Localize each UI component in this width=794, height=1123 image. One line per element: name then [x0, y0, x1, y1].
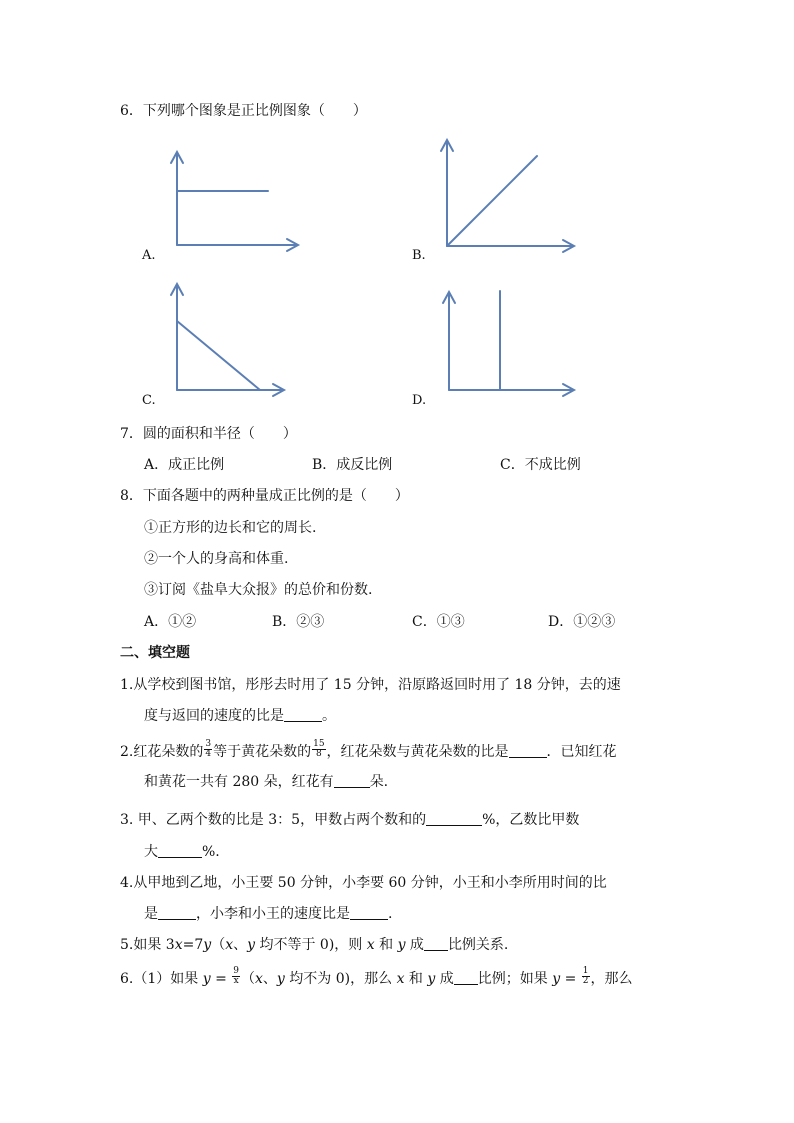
fill-2-text-d: ．已知红花: [546, 744, 617, 760]
fill-6-text: 、: [262, 971, 277, 987]
fill-3-blank-2[interactable]: [158, 843, 202, 858]
fill-6-line: [120, 965, 633, 989]
fraction-numerator: 3: [205, 738, 212, 749]
q8-options: [144, 612, 615, 632]
q8-option-b: B．②③: [272, 614, 325, 630]
fill-6-text-end: ，那么: [590, 971, 633, 987]
q7-options: [144, 455, 581, 475]
fill-5-text: （: [211, 937, 226, 953]
fill-2-text-b: 等于黄花朵数的: [213, 744, 312, 760]
var-x: x: [174, 937, 183, 953]
q7-option-a: A．成正比例: [144, 457, 225, 473]
q8-item-1: ①正方形的边长和它的周长.: [144, 520, 317, 536]
equals-sign: =: [560, 971, 581, 987]
graph-b-label: B.: [412, 248, 426, 263]
q8-item-3: ③订阅《盐阜大众报》的总价和份数.: [144, 582, 373, 598]
fill-6-text: 比例；如果: [477, 971, 553, 987]
var-y: y: [203, 937, 212, 953]
fraction-denominator: 8: [315, 748, 322, 759]
fill-2-line-1: [120, 738, 617, 762]
q7-option-c: C．不成比例: [500, 457, 581, 473]
q6-stem: 6．下列哪个图象是正比例图象（ ）: [120, 103, 367, 119]
fill-2-text-a: 2.红花朵数的: [120, 744, 204, 760]
fill-5-text: 、: [233, 937, 248, 953]
fill-5-text: 和: [374, 937, 398, 953]
fill-4-line-1: 4.从甲地到乙地，小王要 50 分钟，小李要 60 分钟，小王和小李所用时间的比: [120, 875, 607, 891]
var-y: y: [202, 971, 211, 987]
var-y: y: [552, 971, 561, 987]
fraction-1-2: [582, 967, 590, 986]
equals-sign: =: [210, 971, 232, 987]
var-x: x: [366, 937, 375, 953]
graph-d: [432, 285, 580, 400]
fill-4-blank-1[interactable]: [158, 905, 196, 920]
fill-3-text-c: 大: [144, 844, 158, 860]
var-y: y: [276, 971, 285, 987]
graph-d-label: D.: [412, 393, 427, 408]
var-x: x: [396, 971, 405, 987]
fill-2-blank-red[interactable]: [334, 773, 370, 788]
var-x: x: [225, 937, 234, 953]
fill-6-text: 成: [435, 971, 454, 987]
fill-3-line-2: [144, 842, 220, 862]
graph-c: [160, 277, 295, 402]
fill-5-text: =7: [182, 937, 204, 953]
fraction-15-8: [312, 740, 325, 759]
fraction-denominator: 4: [205, 748, 212, 759]
q8-option-c: C．①③: [412, 614, 465, 630]
var-y: y: [397, 937, 406, 953]
fill-6-text: 和: [404, 971, 428, 987]
var-x: x: [255, 971, 263, 987]
fill-5-text: 均不等于 0)，则: [255, 937, 367, 953]
fill-2-line-2: [144, 772, 388, 792]
fill-6-text: 6.（1）如果: [120, 971, 203, 987]
fill-5-line: [120, 935, 508, 955]
fill-5-text-end: 比例关系.: [447, 937, 509, 953]
fill-3-text-b: %，乙数比甲数: [482, 812, 580, 828]
fill-4-line-2: [144, 904, 392, 924]
fill-4-blank-2[interactable]: [350, 905, 388, 920]
graph-c-line: [177, 321, 260, 390]
fill-4-text-b: ，小李和小王的速度比是: [196, 906, 350, 922]
fill-3-line-1: [120, 810, 579, 830]
q8-option-a: A．①②: [144, 614, 197, 630]
fraction-numerator: 15: [313, 738, 325, 749]
var-y: y: [247, 937, 256, 953]
q8-stem: 8．下面各题中的两种量成正比例的是（ ）: [120, 488, 409, 504]
graph-a-label: A.: [142, 248, 156, 263]
q7-option-b: B．成反比例: [312, 457, 393, 473]
q8-item-2: ②一个人的身高和体重.: [144, 551, 289, 567]
fill-3-blank-1[interactable]: [426, 811, 482, 826]
fraction-numerator: 9: [233, 965, 240, 976]
section-title: 二、填空题: [120, 645, 190, 661]
fraction-9-x: [232, 967, 240, 986]
fill-6-text: 均不为 0)，那么: [284, 971, 397, 987]
fill-2-text-f: 朵.: [369, 774, 389, 790]
graph-c-label: C.: [142, 393, 156, 408]
fill-4-text-c: .: [388, 906, 393, 922]
fill-6-text: （: [241, 971, 256, 987]
graph-b-line: [447, 156, 537, 246]
fill-1-text-end: 。: [322, 708, 336, 724]
fill-1-blank[interactable]: [284, 707, 322, 722]
fill-5-blank[interactable]: [424, 936, 448, 951]
fill-2-text-c: ，红花朵数与黄花朵数的比是: [326, 744, 509, 760]
var-y: y: [427, 971, 436, 987]
fraction-3-4: [204, 740, 212, 759]
fill-4-text-a: 是: [144, 906, 158, 922]
q7-stem: 7．圆的面积和半径（ ）: [120, 426, 297, 442]
fraction-numerator: 1: [582, 965, 589, 976]
fill-2-blank-ratio[interactable]: [509, 743, 547, 758]
fill-3-text-d: %.: [202, 844, 220, 860]
fraction-denominator: x: [233, 975, 239, 986]
fill-1-line-1: 1.从学校到图书馆，彤彤去时用了 15 分钟，沿原路返回时用了 18 分钟，去的速: [120, 677, 621, 693]
fill-1-line-2: [144, 706, 336, 726]
fill-5-text: 成: [405, 937, 424, 953]
fill-3-text-a: 3. 甲、乙两个数的比是 3：5，甲数占两个数和的: [120, 812, 427, 828]
fill-5-text: 5.如果 3: [120, 937, 175, 953]
fraction-denominator: 2: [582, 975, 589, 986]
graph-b: [430, 133, 580, 260]
fill-2-text-e: 和黄花一共有 280 朵，红花有: [144, 774, 334, 790]
fill-6-blank[interactable]: [454, 970, 478, 985]
q8-option-d: D．①②③: [548, 614, 616, 630]
fill-1-text: 度与返回的速度的比是: [144, 708, 284, 724]
graph-a: [160, 145, 310, 260]
